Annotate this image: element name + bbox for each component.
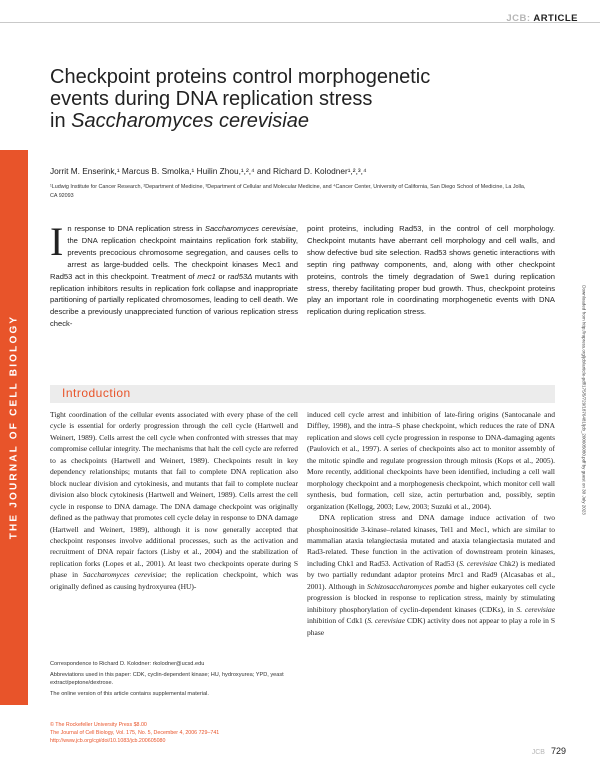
article-title xyxy=(50,66,470,132)
intro-paragraph-1: Tight coordination of the cellular events associated with every phase of the cell cycle is essential for orderly progression through the cell cycle (Hartwell and Weinert, 1989). Cells arrest the cell cycle when confronted with stresses that may compromise cellular integrity. The mechanisms that halt the cell cycle are referred to as checkpoints (Hartwell and Weinert, 1989). Checkpoints result in key dependency relationships; mutants that fail to complete DNA replication also block nuclear division and cytokinesis, and mutants that fail to complete nuclear division also block cytokinesis (Hartwell and Weinert, 1989). Cells arrest the cell cycle in response to DNA damage. The DNA damage checkpoint was originally defined as the pathway that promotes cell cycle delay in response to DNA damage (Hartwell and Weinert, 1989), although it is now generally accepted that checkpoint responses involve additional processes, such as the activation and recruitment of DNA repair factors (Lisby et al., 2004) and the stabilization of replication forks (Lopes et al., 2001). At least two checkpoints operate during S phase in Saccharomyces cerevisiae; the replication checkpoint, which was originally defined as causing hydroxyurea (HU)- xyxy=(50,410,298,591)
footnotes xyxy=(50,660,298,700)
abstract-right-column: point proteins, including Rad53, in the control of cell morphology. Checkpoint mutants have aberrant cell morphology and cell walls, and show defective bud site selection. Rad53 shows genetic interactions with septin ring pathway components, and, along with other checkpoint proteins, controls the timely degradation of Swe1 during replication stress, thereby facilitating proper bud growth. Thus, checkpoint proteins play an important role in coordinating morphogenetic events with DNA replication during replication stress. xyxy=(307,224,555,317)
download-note: Downloaded from http://rupress.org/jcb/article-pdf/175/5/729/1876481/jcb_200605080.pdf by guest on 30 July 2023 xyxy=(581,285,587,515)
sidebar-journal-name: THE JOURNAL OF CELL BIOLOGY xyxy=(8,314,20,540)
journal-abbr: JCB: xyxy=(506,13,531,24)
journal-sidebar xyxy=(0,150,28,705)
affiliations: ¹Ludwig Institute for Cancer Research, ²Department of Medicine, ³Department of Cellular and Molecular Medicine, and ⁴Cancer Center, University of California, San Diego School of Medicine, La Jolla, CA 92093 xyxy=(50,184,526,199)
abbreviations-note: Abbreviations used in this paper: CDK, cyclin-dependent kinase; HU, hydroxyurea; YPD, yeast extract/peptone/dextrose. xyxy=(50,671,284,687)
copyright-line: © The Rockefeller University Press $8.00 xyxy=(50,722,147,728)
title-species: Saccharomyces cerevisiae xyxy=(71,110,309,132)
intro-paragraph-1-cont: induced cell cycle arrest and inhibition of late-firing origins (Santocanale and Diffley, 1998), and the intra–S phase checkpoint, which reduces the rate of DNA replication and slows cell cycle progression in response to DNA-damaging agents (Paulovich et al., 1997). A series of checkpoints also act to monitor assembly of the mitotic spindle and regulate progression through mitosis (Kops et al., 2005). More recently, additional checkpoints have been identified, including a cell wall morphology checkpoint and a morphogenesis checkpoint, which monitor cell wall synthesis, bud formation, cell size, actin perturbation and, possibly, septin organization (Kellogg, 2003; Lew, 2003; Suzuki et al., 2004). xyxy=(307,410,555,511)
abstract-left-column: In response to DNA replication stress in Saccharomyces cerevisiae, the DNA replication checkpoint maintains replication fork stability, prevents precocious chromosome segregation, and causes cells to arrest as large-budded cells. The checkpoint kinases Mec1 and Rad53 act in this checkpoint. Treatment of mec1 or rad53Δ mutants with replication inhibitors results in replication fork collapse and inappropriate partitioning of partially replicated chromosomes, leading to cell death. We describe a previously unappreciated function of various replication stress check- xyxy=(50,219,298,329)
section-heading-introduction: Introduction xyxy=(62,386,131,400)
intro-paragraph-2: DNA replication stress and DNA damage induce activation of two phosphoinositide 3-kinase–related kinases, Tel1 and Mec1, which are similar to mammalian ataxia telangiectasia mutated and ataxia telangiectasia mutated and Rad3-related. These function in the activation of downstream protein kinases, including Chk1 and Rad53. Activation of Rad53 (S. cerevisiae Chk2) is mediated by two partially redundant adaptor proteins Mrc1 and Rad9 (Alcasabas et al., 2001). Although in Schizosaccharomyces pombe and higher eukaryotes cell cycle progression is blocked in response to replication stress, mainly by stimulating inhibitory phosphorylation of cyclin-dependent kinases (CDKs), in S. cerevisiae inhibition of Cdk1 (S. cerevisiae CDK) activity does not appear to play a role in S phase xyxy=(307,513,556,637)
supplemental-note: The online version of this article contains supplemental material. xyxy=(50,690,209,697)
title-line-2: events during DNA replication stress xyxy=(50,88,373,110)
correspondence-note: Correspondence to Richard D. Kolodner: rkolodner@ucsd.edu xyxy=(50,661,205,667)
publication-info xyxy=(50,722,310,745)
title-line-1: Checkpoint proteins control morphogenetic xyxy=(50,66,431,88)
journal-header xyxy=(506,13,578,24)
article-type: ARTICLE xyxy=(533,13,578,24)
drop-cap: I xyxy=(50,219,64,264)
page-journal-abbr: JCB xyxy=(531,749,545,756)
body-left-column xyxy=(50,409,298,592)
body-right-column xyxy=(307,409,555,638)
title-line-3: in Saccharomyces cerevisiae xyxy=(50,110,309,132)
doi-link[interactable]: http://www.jcb.org/cgi/doi/10.1083/jcb.200605080 xyxy=(50,737,166,744)
author-list: Jorrit M. Enserink,¹ Marcus B. Smolka,¹ Huilin Zhou,¹,²,⁴ and Richard D. Kolodner¹,²,³,⁴ xyxy=(50,166,367,176)
citation-line: The Journal of Cell Biology, Vol. 175, No. 5, December 4, 2006 729–741 xyxy=(50,729,220,736)
page-number: JCB 729 xyxy=(531,746,566,756)
